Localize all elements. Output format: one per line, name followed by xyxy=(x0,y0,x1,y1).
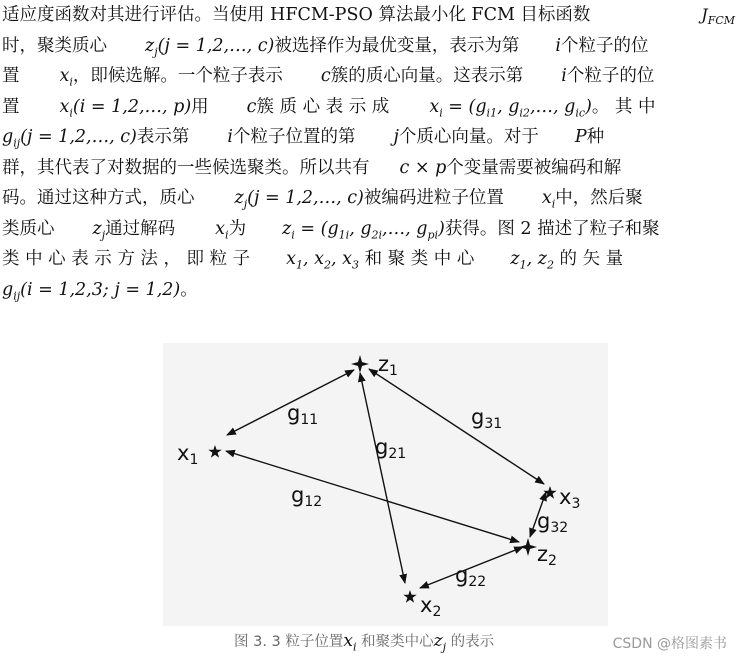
label-g21: $g_{21}$ xyxy=(375,435,407,462)
paragraph-line-6: 群，其代表了对数据的一些候选聚类。所以共有 c × p个变量需要被编码和解 xyxy=(2,157,622,178)
label-x3: $x_3$ xyxy=(559,485,581,512)
csdn-watermark: CSDN @格图素书 xyxy=(612,636,727,652)
label-x2: $x_2$ xyxy=(420,593,442,620)
label-g22: $g_{22}$ xyxy=(455,563,487,590)
paragraph-line-10: $g_{ij}(i = 1,2,3$; j = 1,2)。 xyxy=(2,279,198,302)
paragraph-line-7: 码。通过这种方式，质心 $z_j(j$ = 1,2,…, c)被编码进粒子位置 $x_i$中，然后聚 xyxy=(2,188,643,211)
figure-caption: 图 3. 3 粒子位置$x_i$ 和聚类中心$z_j$ 的表示 xyxy=(234,631,495,654)
math-cxp: c × p xyxy=(399,157,447,178)
label-g11: $g_{11}$ xyxy=(287,401,319,428)
node-x2-star xyxy=(403,590,416,603)
math-xi-range: $x_i(i$ = 1,2,…, p) xyxy=(59,96,192,119)
edge-g31 xyxy=(369,369,544,484)
math-xi: $x_i$ xyxy=(59,66,73,89)
paragraph-line-5: $g_{ij}(j$ = 1,2,…, c)表示第 i个粒子位置的第 j个质心向量。对于 P种 xyxy=(2,127,605,150)
edge-g12 xyxy=(226,451,519,542)
particle-cluster-diagram xyxy=(163,343,608,626)
math-zj: $z_j(j$ = 1,2,…, c) xyxy=(145,35,275,58)
math-zj: $z_j(j$ = 1,2,…, c) xyxy=(234,188,364,211)
math-j-fcm: $J_{FCM}$ xyxy=(701,5,735,28)
label-z2: $z_2$ xyxy=(537,542,557,569)
node-x1-star xyxy=(208,445,221,458)
text: 适应度函数对其进行评估。当使用 HFCM-PSO 算法最小化 FCM 目标函数 xyxy=(2,5,591,25)
paragraph xyxy=(2,0,739,305)
label-g31: $g_{31}$ xyxy=(471,405,503,432)
paragraph-line-4: 置 $x_i(i$ = 1,2,…, p)用 c簇 质 心 表 示 成 $x_i = (g_{i1}$, $g_{i2},\dots$, $g_{ic}$)。 其 中 xyxy=(2,96,656,119)
math-xi-vector: $x_i = (g_{i1}$, $g_{i2},\dots$, $g_{ic}$) xyxy=(429,96,592,119)
label-g32: $g_{32}$ xyxy=(537,509,569,536)
paragraph-line-1 xyxy=(2,0,739,31)
label-x1: $x_1$ xyxy=(177,441,199,468)
math-gij: $g_{ij}(j$ = 1,2,…, c) xyxy=(2,127,137,150)
paragraph-line-9: 类 中 心 表 示 方 法 ， 即 粒 子 $x_1$, $x_2$, $x_3$ 和 聚 类 中 心 $z_1$, $z_2$ 的 矢 量 xyxy=(2,249,624,272)
paragraph-line-3: 置 $x_i$，即候选解。一个粒子表示 c簇的质心向量。这表示第 i个粒子的位 xyxy=(2,66,655,89)
diagram-svg xyxy=(163,343,608,626)
label-g12: $g_{12}$ xyxy=(291,483,323,510)
node-z2-star xyxy=(519,538,537,556)
paragraph-line-8: 类质心 $z_j$通过解码 $x_i$为 $z_i = (g_{1i}$, $g_{2i},\dots$, $g_{pi}$)获得。图 2 描述了粒子和聚 xyxy=(2,218,660,241)
label-z1: $z_1$ xyxy=(378,352,398,379)
paragraph-line-2: 时，聚类质心 $z_j(j$ = 1,2,…, c)被选择作为最优变量，表示为第 i个粒子的位 xyxy=(2,35,649,58)
math-zi-vector: $z_i = (g_{1i}$, $g_{2i},\dots$, $g_{pi}$) xyxy=(282,218,445,241)
edge-g21 xyxy=(360,373,405,583)
